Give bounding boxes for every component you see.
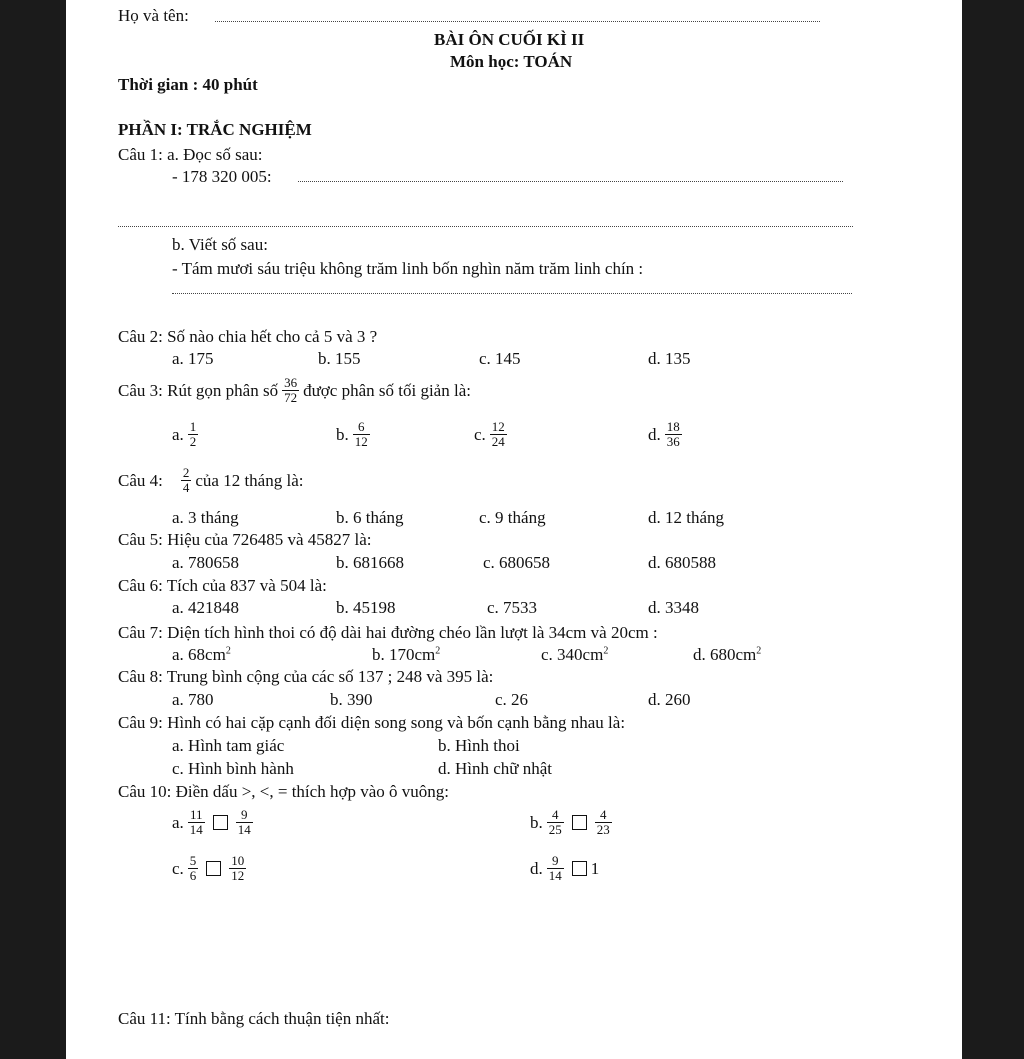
q1-answer-line-2 (118, 226, 853, 227)
q3-option-b-letter: b. (336, 424, 349, 444)
q4-option-a: a. 3 tháng (172, 508, 239, 527)
q1b-text: - Tám mươi sáu triệu không trăm linh bốn nghìn năm trăm linh chín : (172, 259, 644, 278)
q10-item-c-left-num: 5 (189, 853, 197, 868)
q10-item-b-left (547, 808, 564, 837)
q4-num: 2 (182, 465, 190, 480)
worksheet-title: BÀI ÔN CUỐI KÌ II (434, 30, 585, 49)
q3-suffix: được phân số tối giản là: (303, 380, 471, 400)
q7-option-d-letter: d. (693, 645, 706, 664)
q3-option-d-num: 18 (666, 419, 680, 434)
q5-option-b: b. 681668 (336, 553, 404, 572)
q3-option-c-den: 24 (491, 434, 505, 449)
q3-question (118, 376, 471, 405)
q7-option-d-value: 680cm (710, 645, 757, 664)
q10-item-a-answer-box[interactable] (213, 815, 228, 830)
q10-item-c-left (188, 854, 199, 883)
q10-item-d-left-num: 9 (552, 853, 559, 868)
q7-option-d (693, 645, 761, 665)
q10-label: Câu 10: Điền dấu >, <, = thích hợp vào ô vuông: (118, 782, 449, 801)
q4-fraction (181, 466, 192, 495)
q10-item-c-letter: c. (172, 858, 184, 878)
q3-option-a-den: 2 (189, 434, 197, 449)
q1-answer-line-1 (298, 181, 843, 182)
q6-option-c: c. 7533 (487, 598, 538, 617)
q10-item-c (172, 854, 250, 883)
q6-label: Câu 6: Tích của 837 và 504 là: (118, 576, 327, 595)
q1b-label: b. Viết số sau: (172, 235, 268, 254)
q3-prefix: Câu 3: Rút gọn phân số (118, 380, 279, 400)
q3-option-a-fraction (188, 420, 199, 449)
q10-item-d (530, 854, 599, 883)
q3-option-a-letter: a. (172, 424, 184, 444)
q4-option-c: c. 9 tháng (479, 508, 546, 527)
q4-prefix: Câu 4: (118, 470, 163, 490)
q5-label: Câu 5: Hiệu của 726485 và 45827 là: (118, 530, 372, 549)
q7-option-c-letter: c. (541, 645, 553, 664)
q10-item-d-answer-box[interactable] (572, 861, 587, 876)
q4-option-b: b. 6 tháng (336, 508, 404, 527)
subject-label: Môn học: TOÁN (450, 52, 573, 71)
q4-question (118, 466, 303, 495)
q4-den: 4 (182, 480, 190, 495)
name-label: Họ và tên: (118, 6, 189, 25)
q7-option-a-exp: 2 (225, 645, 231, 657)
q2-option-c: c. 145 (479, 349, 521, 368)
q3-fraction (282, 376, 299, 405)
q10-item-a-right-den: 14 (237, 822, 251, 837)
q9-option-d: d. Hình chữ nhật (438, 759, 553, 778)
q9-label: Câu 9: Hình có hai cặp cạnh đối diện song song và bốn cạnh bằng nhau là: (118, 713, 626, 732)
q10-item-a-right (236, 808, 253, 837)
q7-option-d-exp: 2 (756, 645, 762, 657)
q3-option-a-num: 1 (189, 419, 197, 434)
q3-option-c-num: 12 (491, 419, 505, 434)
q1-label: Câu 1: a. Đọc số sau: (118, 145, 263, 164)
q2-label: Câu 2: Số nào chia hết cho cả 5 và 3 ? (118, 327, 378, 346)
q8-option-b: b. 390 (330, 690, 373, 709)
q10-item-b-right (595, 808, 612, 837)
q6-option-d: d. 3348 (648, 598, 699, 617)
q3-option-b-den: 12 (354, 434, 368, 449)
q10-item-c-right (229, 854, 246, 883)
q2-option-d: d. 135 (648, 349, 691, 368)
q10-item-b-right-num: 4 (600, 807, 607, 822)
q7-option-c-exp: 2 (603, 645, 609, 657)
q3-option-a (172, 420, 202, 449)
time-label: Thời gian : 40 phút (118, 75, 258, 94)
q6-option-a: a. 421848 (172, 598, 240, 617)
q8-label: Câu 8: Trung bình cộng của các số 137 ; 248 và 395 là: (118, 667, 494, 686)
q10-item-a-left (188, 808, 205, 837)
q10-item-a-letter: a. (172, 812, 184, 832)
q7-option-b-letter: b. (372, 645, 385, 664)
q3-option-c-letter: c. (474, 424, 486, 444)
q7-option-a (172, 645, 231, 665)
q4-suffix: của 12 tháng là: (195, 470, 304, 490)
q2-option-b: b. 155 (318, 349, 361, 368)
q7-option-b (372, 645, 440, 665)
q10-item-d-letter: d. (530, 858, 543, 878)
q6-option-b: b. 45198 (336, 598, 396, 617)
section-title: PHẦN I: TRẮC NGHIỆM (118, 120, 312, 139)
q10-item-d-right: 1 (590, 858, 600, 878)
q3-option-c-fraction (490, 420, 507, 449)
q9-option-c: c. Hình bình hành (172, 759, 294, 778)
q10-item-c-left-den: 6 (189, 868, 197, 883)
q10-item-a-left-den: 14 (189, 822, 203, 837)
q8-option-a: a. 780 (172, 690, 214, 709)
q7-option-c (541, 645, 608, 665)
q3-option-b-fraction (353, 420, 370, 449)
q10-item-b-left-num: 4 (552, 807, 559, 822)
q10-item-c-right-den: 12 (231, 868, 245, 883)
name-dotted-line (215, 21, 820, 22)
q11-label: Câu 11: Tính bằng cách thuận tiện nhất: (118, 1009, 390, 1028)
q8-option-c: c. 26 (495, 690, 529, 709)
q10-item-a-right-num: 9 (241, 807, 248, 822)
q7-option-b-exp: 2 (435, 645, 441, 657)
q10-item-a (172, 808, 257, 837)
q7-option-a-value: 68cm (188, 645, 226, 664)
q10-item-b-right-den: 23 (596, 822, 610, 837)
q5-option-a: a. 780658 (172, 553, 240, 572)
q1-number: - 178 320 005: (172, 167, 272, 186)
q3-num: 36 (284, 375, 298, 390)
q1b-answer-line (172, 293, 852, 294)
q10-item-b-left-den: 25 (548, 822, 562, 837)
q10-item-b-letter: b. (530, 812, 543, 832)
q2-option-a: a. 175 (172, 349, 214, 368)
q10-item-a-left-num: 11 (190, 807, 203, 822)
q3-option-d-den: 36 (666, 434, 680, 449)
q7-option-a-letter: a. (172, 645, 184, 664)
q8-option-d: d. 260 (648, 690, 691, 709)
q10-item-b-answer-box[interactable] (572, 815, 587, 830)
q3-den: 72 (284, 390, 298, 405)
q3-option-d-letter: d. (648, 424, 661, 444)
q9-option-b: b. Hình thoi (438, 736, 520, 755)
q9-option-a: a. Hình tam giác (172, 736, 285, 755)
q3-option-b-num: 6 (358, 419, 365, 434)
q5-option-d: d. 680588 (648, 553, 716, 572)
q10-item-d-left-den: 14 (548, 868, 562, 883)
q4-option-d: d. 12 tháng (648, 508, 725, 527)
q3-option-d (648, 420, 686, 449)
q7-option-c-value: 340cm (557, 645, 604, 664)
q10-item-c-answer-box[interactable] (206, 861, 221, 876)
q3-option-c (474, 420, 511, 449)
q3-option-b (336, 420, 374, 449)
q5-option-c: c. 680658 (483, 553, 551, 572)
q10-item-d-left (547, 854, 564, 883)
q10-item-c-right-num: 10 (231, 853, 245, 868)
q3-option-d-fraction (665, 420, 682, 449)
q7-label: Câu 7: Diện tích hình thoi có độ dài hai đường chéo lần lượt là 34cm và 20cm : (118, 623, 658, 642)
q10-item-b (530, 808, 616, 837)
q7-option-b-value: 170cm (389, 645, 436, 664)
